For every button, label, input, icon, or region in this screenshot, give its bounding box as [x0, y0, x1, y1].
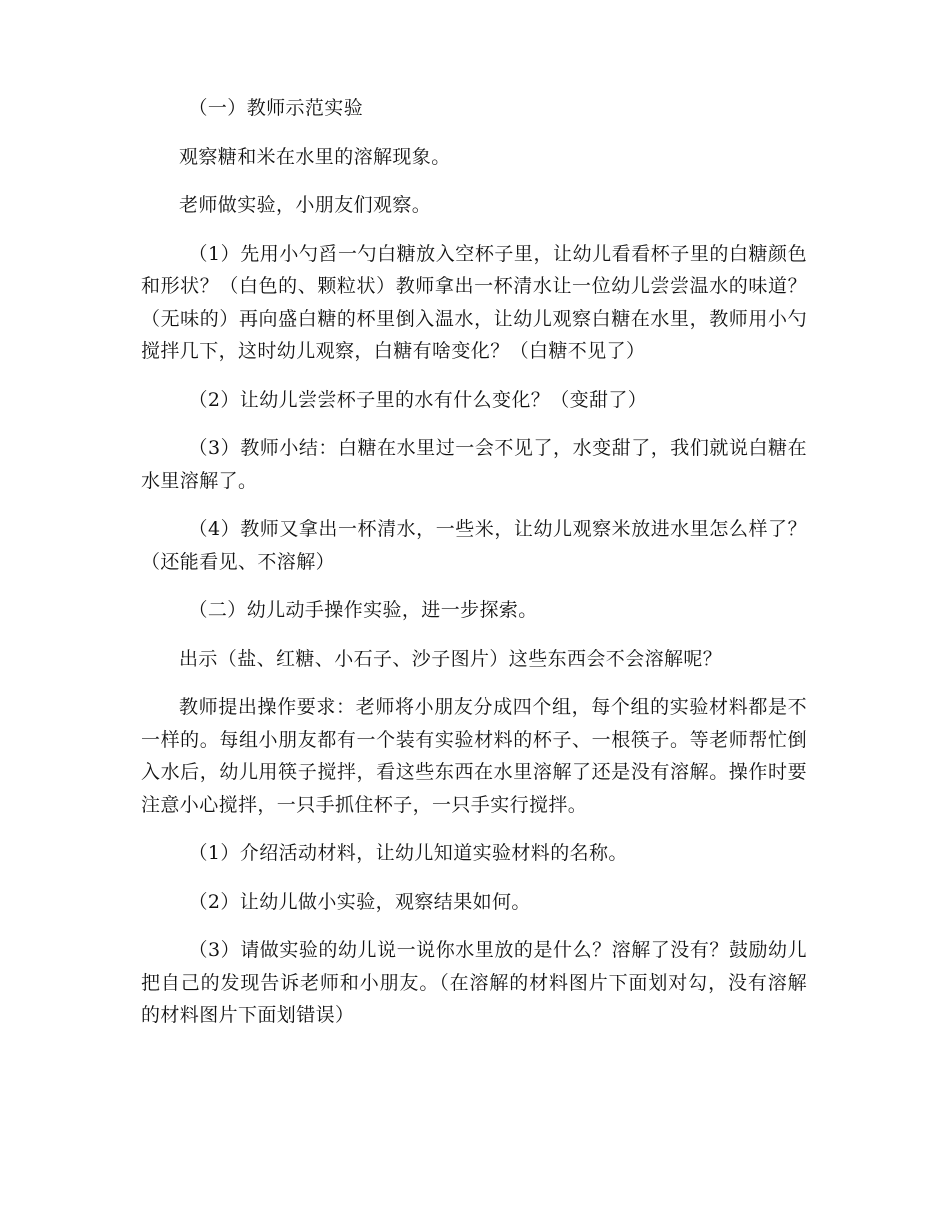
paragraph-show-materials: 出示（盐、红糖、小石子、沙子图片）这些东西会不会溶解呢？ [179, 647, 723, 670]
section-heading-teacher-demo: （一）教师示范实验 [188, 97, 364, 119]
paragraph-teacher-experiment: 老师做实验，小朋友们观察。 [179, 194, 432, 216]
section-heading-child-experiment: （二）幼儿动手操作实验，进一步探索。 [188, 599, 538, 621]
step-4-rice: （4）教师又拿出一杯清水，一些米，让幼儿观察米放进水里怎么样了？（还能看见、不溶解） [141, 518, 807, 573]
step-1-sugar: （1）先用小勺舀一勺白糖放入空杯子里，让幼儿看看杯子里的白糖颜色和形状？（白色的、颗粒状）教师拿出一杯清水让一位幼儿尝尝温水的味道？（无味的）再向盛白糖的杯里倒入温水，让幼儿观察白糖在水里，教师用小勺搅拌几下，这时幼儿观察，白糖有啥变化？（白糖不见了） [141, 242, 807, 362]
step-3-share-results: （3）请做实验的幼儿说一说你水里放的是什么？溶解了没有？鼓励幼儿把自己的发现告诉老师和小朋友。（在溶解的材料图片下面划对勾，没有溶解的材料图片下面划错误） [141, 939, 807, 1026]
paragraph-operation-requirements: 教师提出操作要求：老师将小朋友分成四个组，每个组的实验材料都是不一样的。每组小朋友都有一个装有实验材料的杯子、一根筷子。等老师帮忙倒入水后，幼儿用筷子搅拌，看这些东西在水里溶解了还是没有溶解。操作时要注意小心搅拌，一只手抓住杯子，一只手实行搅拌。 [141, 696, 807, 816]
paragraph-observe-dissolving: 观察糖和米在水里的溶解现象。 [179, 145, 451, 168]
document-body [141, 92, 807, 1048]
step-1-introduce-materials: （1）介绍活动材料，让幼儿知道实验材料的名称。 [188, 842, 628, 864]
step-2-taste: （2）让幼儿尝尝杯子里的水有什么变化？（变甜了） [188, 388, 648, 411]
step-3-summary: （3）教师小结：白糖在水里过一会不见了，水变甜了，我们就说白糖在水里溶解了。 [141, 437, 807, 492]
step-2-do-experiment: （2）让幼儿做小实验，观察结果如何。 [188, 890, 531, 913]
